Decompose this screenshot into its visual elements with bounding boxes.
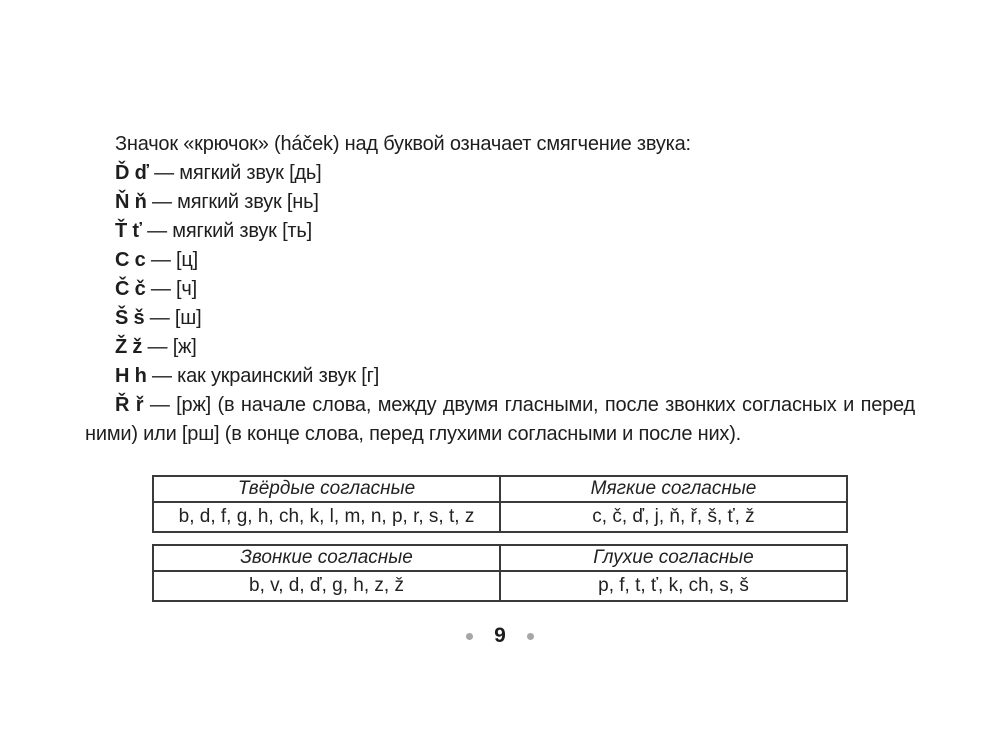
table-row — [153, 502, 847, 532]
letter-line — [85, 246, 915, 275]
letter-description: — [рж] (в начале слова, между двумя гласными, после звонких согласных и перед ними) или [рш] (в конце слова, перед глухими согласными и после них). — [85, 394, 915, 445]
letter-description: — мягкий звук [ть] — [141, 220, 312, 242]
letter-pair: Ď ď — [115, 162, 149, 184]
letter-line — [85, 362, 915, 391]
consonant-tables — [152, 475, 848, 602]
voiced-consonants-cell: b, v, d, ď, g, h, z, ž — [153, 571, 500, 601]
letter-line — [85, 188, 915, 217]
letter-pair: Ř ř — [115, 394, 144, 416]
page-number: 9 — [494, 624, 506, 647]
letter-description: — [ч] — [145, 278, 197, 300]
letter-description: — мягкий звук [дь] — [148, 162, 322, 184]
table-header-row — [153, 476, 847, 502]
letter-description: — [ц] — [145, 249, 199, 271]
letter-description: — [ш] — [144, 307, 202, 329]
voiced-voiceless-consonants-table — [152, 544, 848, 602]
page-footer — [0, 624, 1000, 648]
hard-consonants-header: Твёрдые согласные — [153, 476, 500, 502]
letter-pair: Š š — [115, 307, 145, 329]
voiced-consonants-header: Звонкие согласные — [153, 545, 500, 571]
letter-line — [85, 275, 915, 304]
table-row — [153, 571, 847, 601]
letter-description: — мягкий звук [нь] — [146, 191, 319, 213]
pronunciation-notes — [85, 130, 915, 449]
soft-consonants-header: Мягкие согласные — [500, 476, 847, 502]
letter-pair: Ž ž — [115, 336, 143, 358]
soft-consonants-cell: c, č, ď, j, ň, ř, š, ť, ž — [500, 502, 847, 532]
hard-soft-consonants-table — [152, 475, 848, 533]
intro-paragraph: Значок «крючок» (háček) над буквой означает смягчение звука: — [115, 133, 691, 155]
table-header-row — [153, 545, 847, 571]
letter-line — [85, 391, 915, 449]
letter-line — [85, 217, 915, 246]
footer-dot-left-icon — [466, 633, 473, 640]
letter-description: — [ж] — [142, 336, 197, 358]
hard-consonants-cell: b, d, f, g, h, ch, k, l, m, n, p, r, s, t, z — [153, 502, 500, 532]
letter-pair: Ň ň — [115, 191, 147, 213]
letter-line — [85, 304, 915, 333]
letter-line — [85, 333, 915, 362]
voiceless-consonants-header: Глухие согласные — [500, 545, 847, 571]
letter-pair: H h — [115, 365, 147, 387]
letter-pair: Č č — [115, 278, 146, 300]
letter-pair: Ť ť — [115, 220, 142, 242]
letter-line — [85, 159, 915, 188]
voiceless-consonants-cell: p, f, t, ť, k, ch, s, š — [500, 571, 847, 601]
letter-pair: C c — [115, 249, 146, 271]
footer-dot-right-icon — [527, 633, 534, 640]
letter-description: — как украинский звук [г] — [146, 365, 380, 387]
